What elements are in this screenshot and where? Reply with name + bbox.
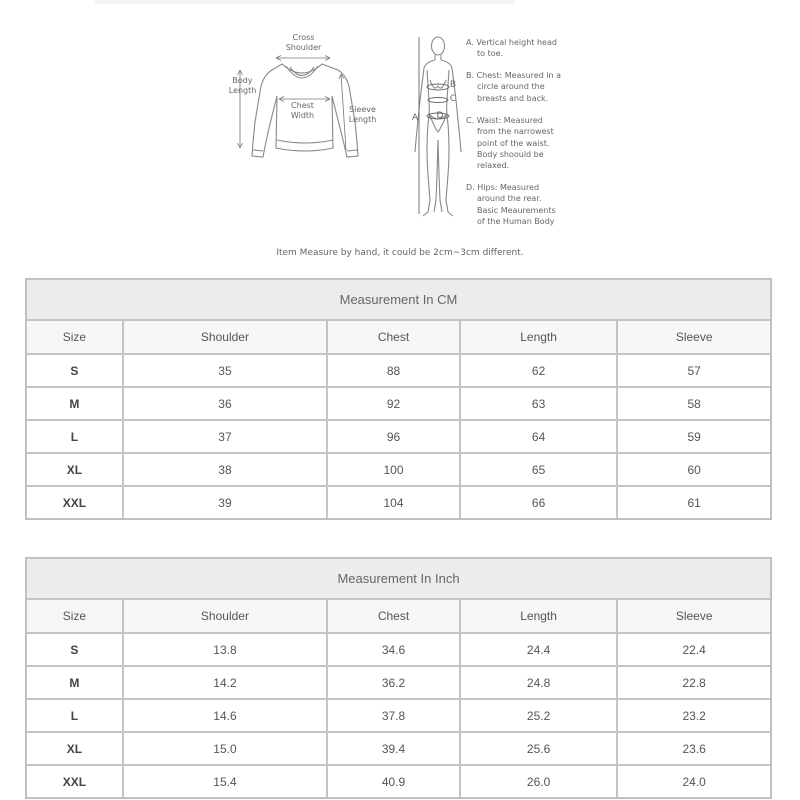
table-cell: 13.8 [123, 633, 327, 666]
size-cell: M [26, 387, 123, 420]
column-header: Chest [327, 320, 460, 354]
measure-caption: Item Measure by hand, it could be 2cm~3cm different. [276, 248, 524, 258]
column-header: Size [26, 599, 123, 633]
table-cell: 104 [327, 486, 460, 519]
table-cell: 59 [617, 420, 771, 453]
table-header-row [26, 320, 771, 354]
table-row [26, 633, 771, 666]
table-cell: 64 [460, 420, 618, 453]
size-cell: L [26, 699, 123, 732]
table-cell: 25.2 [460, 699, 618, 732]
note-a: A. Vertical height head to toe. [466, 38, 557, 59]
table-cell: 88 [327, 354, 460, 387]
note-c: C. Waist: Measured from the narrowest point of the waist. Body shoould be relaxed. [466, 116, 554, 171]
table-row [26, 354, 771, 387]
column-header: Size [26, 320, 123, 354]
table-cell: 37.8 [327, 699, 460, 732]
table-cell: 26.0 [460, 765, 618, 798]
sleeve-length-label-1: Sleeve [349, 105, 376, 114]
table-cell: 35 [123, 354, 327, 387]
table-cell: 100 [327, 453, 460, 486]
table-cell: 15.0 [123, 732, 327, 765]
table-cell: 15.4 [123, 765, 327, 798]
size-cell: S [26, 354, 123, 387]
table-header-row [26, 599, 771, 633]
table-row [26, 387, 771, 420]
table-cell: 92 [327, 387, 460, 420]
body-length-label-1: Body [232, 76, 253, 85]
table-cell: 40.9 [327, 765, 460, 798]
note-b: B. Chest: Measured in a circle around the breasts and back. [466, 71, 562, 103]
column-header: Length [460, 320, 618, 354]
size-table-inch [25, 557, 772, 799]
column-header: Length [460, 599, 618, 633]
table-row [26, 453, 771, 486]
table-cell: 62 [460, 354, 618, 387]
human-body-diagram [405, 30, 470, 225]
marker-a-label: A [411, 113, 419, 123]
marker-c-label: C [449, 94, 457, 104]
column-header: Chest [327, 599, 460, 633]
table-row [26, 699, 771, 732]
table-cell: 39.4 [327, 732, 460, 765]
size-cell: M [26, 666, 123, 699]
size-cell: XL [26, 453, 123, 486]
column-header: Sleeve [617, 320, 771, 354]
table-cell: 96 [327, 420, 460, 453]
size-cell: S [26, 633, 123, 666]
table-cell: 24.0 [617, 765, 771, 798]
table-cell: 58 [617, 387, 771, 420]
table-title: Measurement In Inch [26, 558, 771, 599]
table-cell: 25.6 [460, 732, 618, 765]
table-cell: 57 [617, 354, 771, 387]
table-cell: 24.8 [460, 666, 618, 699]
table-cell: 36.2 [327, 666, 460, 699]
table-title: Measurement In CM [26, 279, 771, 320]
table-row [26, 666, 771, 699]
table-row [26, 732, 771, 765]
cross-shoulder-label-1: Cross [292, 33, 315, 42]
table-cell: 34.6 [327, 633, 460, 666]
column-header: Shoulder [123, 320, 327, 354]
table-cell: 23.6 [617, 732, 771, 765]
table-cell: 60 [617, 453, 771, 486]
column-header: Shoulder [123, 599, 327, 633]
cross-shoulder-label-2: Shoulder [285, 43, 322, 52]
chest-width-label-2: Width [290, 111, 315, 120]
table-cell: 14.6 [123, 699, 327, 732]
chest-width-label-1: Chest [291, 101, 314, 110]
marker-d-label: D [436, 111, 444, 121]
table-cell: 61 [617, 486, 771, 519]
size-table-cm [25, 278, 772, 520]
measurement-guide-illustration [0, 0, 800, 270]
table-cell: 23.2 [617, 699, 771, 732]
table-cell: 65 [460, 453, 618, 486]
table-cell: 38 [123, 453, 327, 486]
table-cell: 22.4 [617, 633, 771, 666]
table-row [26, 765, 771, 798]
table-cell: 14.2 [123, 666, 327, 699]
marker-b-label: B [449, 80, 457, 90]
table-cell: 63 [460, 387, 618, 420]
size-cell: XXL [26, 765, 123, 798]
note-d: D. Hips: Measured around the rear. Basic Meaurements of the Human Body [466, 183, 556, 226]
size-cell: L [26, 420, 123, 453]
column-header: Sleeve [617, 599, 771, 633]
sleeve-length-label-2: Length [348, 115, 377, 124]
table-row [26, 486, 771, 519]
size-cell: XXL [26, 486, 123, 519]
table-row [26, 420, 771, 453]
table-cell: 22.8 [617, 666, 771, 699]
table-cell: 24.4 [460, 633, 618, 666]
table-cell: 36 [123, 387, 327, 420]
table-cell: 39 [123, 486, 327, 519]
body-length-label-2: Length [228, 86, 257, 95]
table-cell: 66 [460, 486, 618, 519]
size-cell: XL [26, 732, 123, 765]
table-cell: 37 [123, 420, 327, 453]
